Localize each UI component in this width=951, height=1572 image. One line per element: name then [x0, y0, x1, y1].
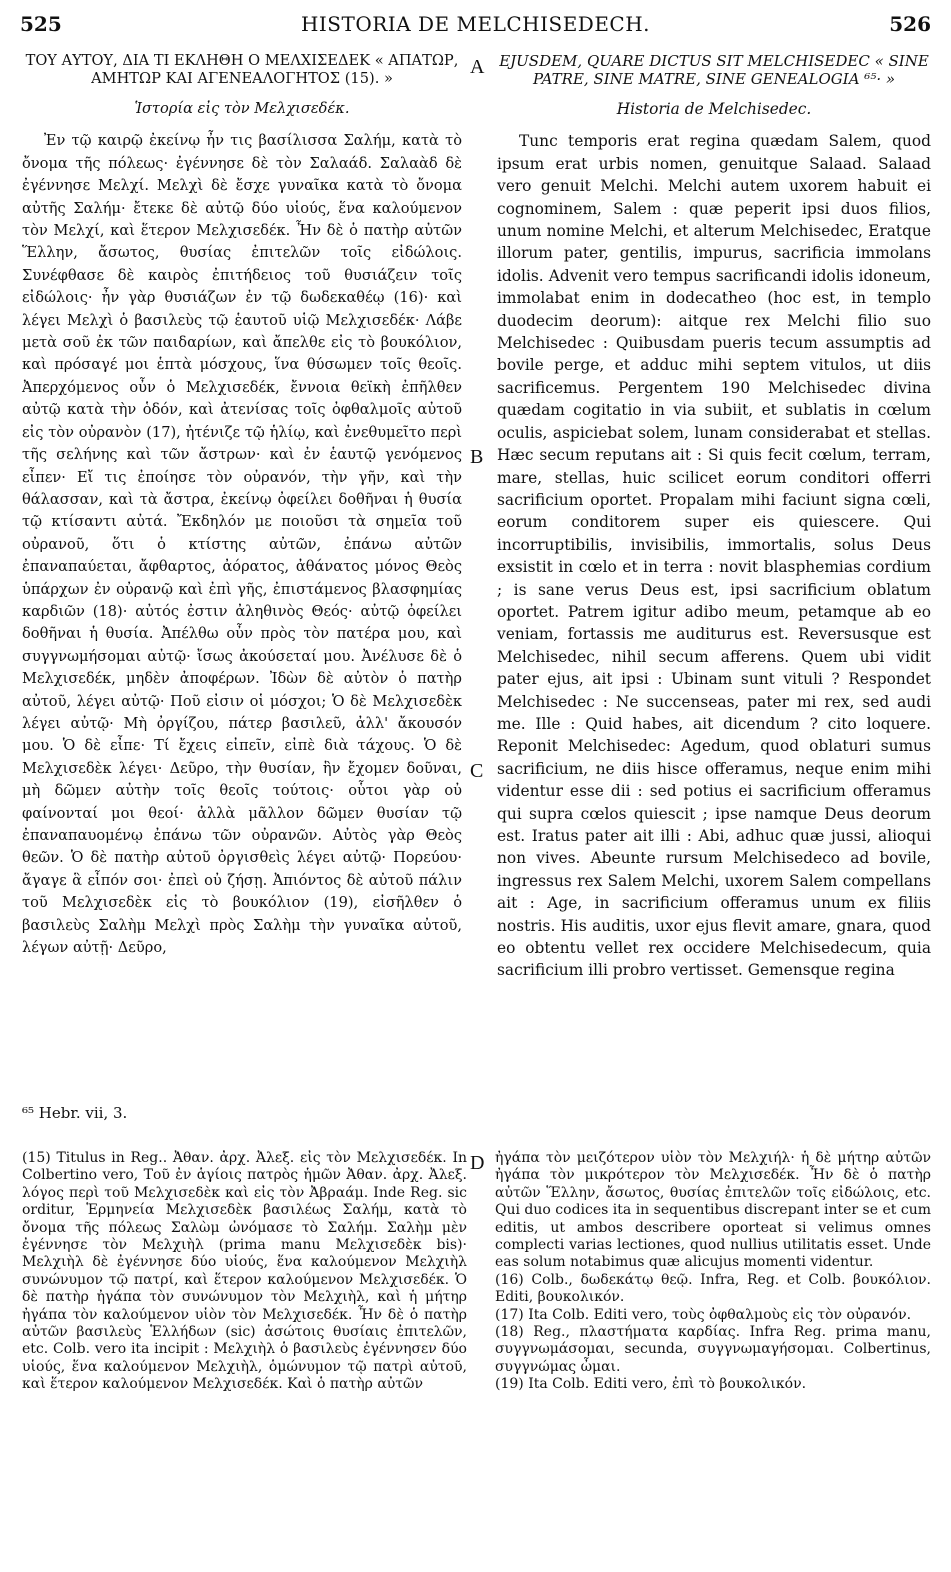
page-number-right: 526: [889, 12, 931, 36]
note-15: (15) Titulus in Reg.. Ἀθαν. ἀρχ. Ἀλεξ. εἰς τὸν Μελχισεδέκ. In Colbertino vero, Τοῦ ἐν ἁγίοις πατρὸς ἡμῶν Ἀθαν. ἀρχ. Ἀλεξ. λόγος περὶ τοῦ Μελχισεδὲκ καὶ εἰς τὸν Ἀβραάμ. Inde Reg. sic orditur, Ἑρμηνεία Μελχισεδὲκ βασιλέως Σαλήμ, κατὰ τὸ ὄνομα τῆς πόλεως Σαλὼμ ὠνόμασε τὸ Σαλήμ. Σαλὴμ μὲν ἐγέννησε τὸν Μελχιὴλ (prima manu Μελχισεδὲκ bis)· Μελχιὴλ δὲ ἐγέννησε δύο υἱούς, ἕνα καλούμενον Μελχιὴλ συνώνυμον τῷ πατρί, καὶ ἕτερον καλούμενον Μελχισεδέκ. Ὁ δὲ πατὴρ ἠγάπα τὸν συνώνυμον τὸν Μελχιὴλ, καὶ ἡ μήτηρ ἠγάπα τὸν καλούμενον υἱὸν τὸν Μελχισεδέκ. Ἦν δὲ ὁ πατὴρ αὐτῶν βασιλεὺς Ἑλλήδων (sic) ἀσώτοις θυσίαις ἐπιτελῶν, etc. Colb. vero ita incipit : Μελχιὴλ ὁ βασιλεὺς ἐγέννησεν δύο υἱούς, ἕνα καλούμενον Μελχιὴλ, ὁμώνυμον τῷ πατρὶ αὐτοῦ, καὶ ἕτερον καλούμενον Μελχισεδέκ. Καὶ ὁ πατὴρ αὐτῶν: [22, 1150, 467, 1393]
greek-text: Ἐν τῷ καιρῷ ἐκείνῳ ἦν τις βασίλισσα Σαλήμ, κατὰ τὸ ὄνομα τῆς πόλεως· ἐγέννησε δὲ τὸν Σαλαάδ. Σαλαὰδ δὲ ἐγέννησε Μελχί. Μελχὶ δὲ ἔσχε γυναῖκα κατὰ τὸ ὄνομα αὐτῆς Σαλήμ· ἔτεκε δὲ αὐτῷ δύο υἱούς, ἕνα καλούμενον τὸν Μελχί, καὶ ἕτερον Μελχισεδέκ. Ἦν δὲ ὁ πατὴρ αὐτῶν Ἕλλην, ἄσωτος, θυσίας ἐπιτελῶν τοῖς εἰδώλοις. Συνέφθασε δὲ καιρὸς ἐπιτήδειος τοῦ θυσιάζειν τοῖς εἰδώλοις· ἦν γὰρ θυσιάζων ἐν τῷ δωδεκαθέῳ (16)· καὶ λέγει Μελχὶ ὁ βασιλεὺς τῷ ἑαυτοῦ υἱῷ Μελχισεδέκ· Λάβε μετὰ σοῦ ἐκ τῶν παιδαρίων, καὶ ἄπελθε εἰς τὸ βουκόλιον, καὶ πρόσαγέ μοι ἑπτὰ μόσχους, ἵνα θύσωμεν τοῖς θεοῖς. Ἀπερχόμενος οὖν ὁ Μελχισεδέκ, ἔννοια θεϊκὴ ἐπῆλθεν αὐτῷ κατὰ τὴν ὁδόν, καὶ ἀτενίσας τοῖς ὀφθαλμοῖς αὐτοῦ εἰς τὸν οὐρανὸν (17), ἠτένιζε τῷ ἡλίῳ, καὶ ἐνεθυμεῖτο περὶ τῆς σελήνης καὶ τῶν ἄστρων· καὶ ἐν ἑαυτῷ γενόμενος εἶπεν· Εἴ τις ἐποίησε τὸν οὐρανόν, τὴν γῆν, καὶ τὴν θάλασσαν, καὶ τὰ ἄστρα, ἐκείνῳ ὀφείλει δοθῆναι ἡ θυσία τῷ κτίσαντι αὐτά. Ἔκδηλόν με ποιοῦσι τὰ σημεῖα τοῦ οὐρανοῦ, ὅτι ὁ κτίστης αὐτῶν, ἐπάνω αὐτῶν ἐπαναπαύεται, ἄφθαρτος, ἀόρατος, ἀθάνατος μόνος Θεὸς ὑπάρχων ἐν οὐρανῷ καὶ ἐπὶ γῆς, ἐπιστάμενος βλασφημίας καρδιῶν (18)· αὐτός ἐστιν ἀληθινὸς Θεός· αὐτῷ ὀφείλει δοθῆναι ἡ θυσία. Ἀπέλθω οὖν πρὸς τὸν πατέρα μου, καὶ συγγνωμήσομαι αὐτῷ· ἴσως ἀκούσεταί μου. Ἀνέλυσε δὲ ὁ Μελχισεδέκ, μηδὲν ἀποφέρων. Ἰδὼν δὲ αὐτὸν ὁ πατὴρ αὐτοῦ, λέγει αὐτῷ· Ποῦ εἰσιν οἱ μόσχοι; Ὁ δὲ Μελχισεδὲκ λέγει αὐτῷ· Μὴ ὀργίζου, πάτερ βασιλεῦ, ἀλλ' ἄκουσόν μου. Ὁ δὲ εἶπε· Τί ἔχεις εἰπεῖν, εἰπὲ διὰ τάχους. Ὁ δὲ Μελχισεδὲκ λέγει· Δεῦρο, τὴν θυσίαν, ἣν ἔχομεν δοῦναι, μὴ δῶμεν αὐτὴν τοῖς θεοῖς τούτοις· οὗτοι γὰρ οὐ φαίνονταί μοι θεοί· ἀλλὰ μᾶλλον δῶμεν θυσίαν τῷ ἐπαναπαυομένῳ ἐπάνω τῶν οὐρανῶν. Αὐτὸς γὰρ Θεὸς θεῶν. Ὁ δὲ πατὴρ αὐτοῦ ὀργισθεὶς λέγει αὐτῷ· Πορεύου· ἄγαγε ἃ εἶπόν σοι· ἐπεὶ οὐ ζήσῃ. Ἀπιόντος δὲ αὐτοῦ πάλιν τοῦ Μελχισεδὲκ εἰς τὸ βουκόλιον (19), εἰσῆλθεν ὁ βασιλεὺς Σαλὴμ Μελχὶ πρὸς Σαλὴμ τὴν γυναῖκα αὐτοῦ, λέγων αὐτῇ· Δεῦρο,: [22, 132, 462, 957]
greek-subtitle: Ἱστορία εἰς τὸν Μελχισεδέκ.: [134, 100, 350, 117]
greek-title: ΤΟΥ ΑΥΤΟΥ, ΔΙΑ ΤΙ ΕΚΛΗΘΗ Ο ΜΕΛΧΙΣΕΔΕΚ « ΑΠΑΤΩΡ, ΑΜΗΤΩΡ ΚΑΙ ΑΓΕΝΕΑΛΟΓΗΤΟΣ (15). »: [25, 52, 459, 87]
margin-letter-a: A: [470, 56, 485, 78]
notes-right: [495, 1150, 931, 1394]
note-15-continued: ἠγάπα τὸν μειζότερον υἱὸν τὸν Μελχιήλ· ἡ δὲ μήτηρ αὐτῶν ἠγάπα τὸν μικρότερον τὸν Μελχισεδέκ. Ἦν δὲ ὁ πατὴρ αὐτῶν Ἕλλην, ἄσωτος, θυσίας ἐπιτελῶν τοῖς εἰδώλοις, etc. Qui duo codices ita in sequentibus discrepant inter se et cum editis, ut ambos describere oporteat si velimus omnes complecti varias lectiones, quod nullius utilitatis esset. Unde eas solum notabimus quæ alicujus momenti videntur.: [495, 1150, 931, 1271]
note-16: (16) Colb., δωδεκάτῳ θεῷ. Infra, Reg. et Colb. βουκόλιον. Editi, βουκολικόν.: [495, 1271, 931, 1306]
notes-left: [22, 1150, 467, 1394]
page-header: [0, 0, 951, 46]
page-number-left: 525: [20, 12, 62, 36]
latin-column: [497, 52, 931, 982]
margin-letter-c: C: [470, 760, 484, 782]
latin-text: Tunc temporis erat regina quædam Salem, quod ipsum erat urbis nomen, genuitque Salaad. Salaad vero genuit Melchi. Melchi autem uxorem habuit ei cognominem, Salem : quæ peperit ipsi duos filios, unum nomine Melchi, et alterum Melchisedec, Eratque illorum pater, gentilis, impurus, sacrificia immolans idolis. Advenit vero tempus sacrificandi idolis idoneum, immolabat enim in dodecatheo (hoc est, in templo duodecim deorum): aitque rex Melchi filio suo Melchisedec : Quibusdam pueris tecum assumptis ad bovile perge, et adduc mihi septem vitulos, ut diis sacrificemus. Pergentem 190 Melchisedec divina quædam cogitatio in via subiit, et sublatis in cœlum oculis, aspiciebat solem, lunam considerabat et stellas. Hæc secum reputans ait : Si quis fecit cœlum, terram, mare, stellas, huic scilicet eorum conditori offerri sacrificium oportet. Propalam mihi faciunt signa cœli, eorum conditorem super eis quiescere. Qui incorruptibilis, invisibilis, immortalis, solus Deus exsistit in cœlo et in terra : novit blasphemias cordium ; is sane verus Deus est, ipsi sacrificium oblatum oportet. Patrem igitur adibo meum, petamque ab eo veniam, fortassis me auditurus est. Reversusque est Melchisedec, nihil secum afferens. Quem ubi vidit pater ejus, ait ipsi : Ubinam sunt vituli ? Respondet Melchisedec : Ne succenseas, pater mi rex, sed audi me. Ille : Quid habes, ait dicendum ? cito loquere. Reponit Melchisedec: Agedum, quod oblaturi sumus sacrificium, ne diis hisce offeramus, neque enim mihi videntur esse dii : sed potius ei sacrificium offeramus qui supra cœlos quiescit ; ipse namque Deus deorum est. Iratus pater ait illi : Abi, adhuc quæ jussi, alioqui non vives. Abeunte rursum Melchisedeco ad bovile, ingressus rex Salem Melchi, uxorem Salem compellans ait : Age, in sacrificium offeramus unum ex filiis nostris. His auditis, uxor ejus flevit amare, gnara, quod eo obtentu vellet rex occidere Melchisedecum, quia sacrificium illi probro vertisset. Gemensque regina: [497, 132, 931, 980]
running-title: HISTORIA DE MELCHISEDECH.: [300, 12, 651, 36]
latin-subtitle: Historia de Melchisedec.: [616, 100, 812, 118]
latin-title: EJUSDEM, QUARE DICTUS SIT MELCHISEDEC « SINE PATRE, SINE MATRE, SINE GENEALOGIA ⁶⁵· »: [499, 52, 929, 88]
note-19: (19) Ita Colb. Editi vero, ἐπὶ τὸ βουκολικόν.: [495, 1376, 807, 1393]
note-18: (18) Reg., πλαστήματα καρδίας. Infra Reg. prima manu, συγγνωμάσομαι, secunda, συγγνωμαγήσομαι. Colbertinus, συγγνώμας ὦμαι.: [495, 1324, 931, 1375]
margin-letter-b: B: [470, 446, 484, 468]
margin-letter-d: D: [470, 1152, 485, 1174]
scripture-footnote: ⁶⁵ Hebr. vii, 3.: [22, 1104, 128, 1122]
note-17: (17) Ita Colb. Editi vero, τοὺς ὀφθαλμοὺς εἰς τὸν οὐρανόν.: [495, 1306, 912, 1323]
greek-column: [22, 52, 462, 959]
